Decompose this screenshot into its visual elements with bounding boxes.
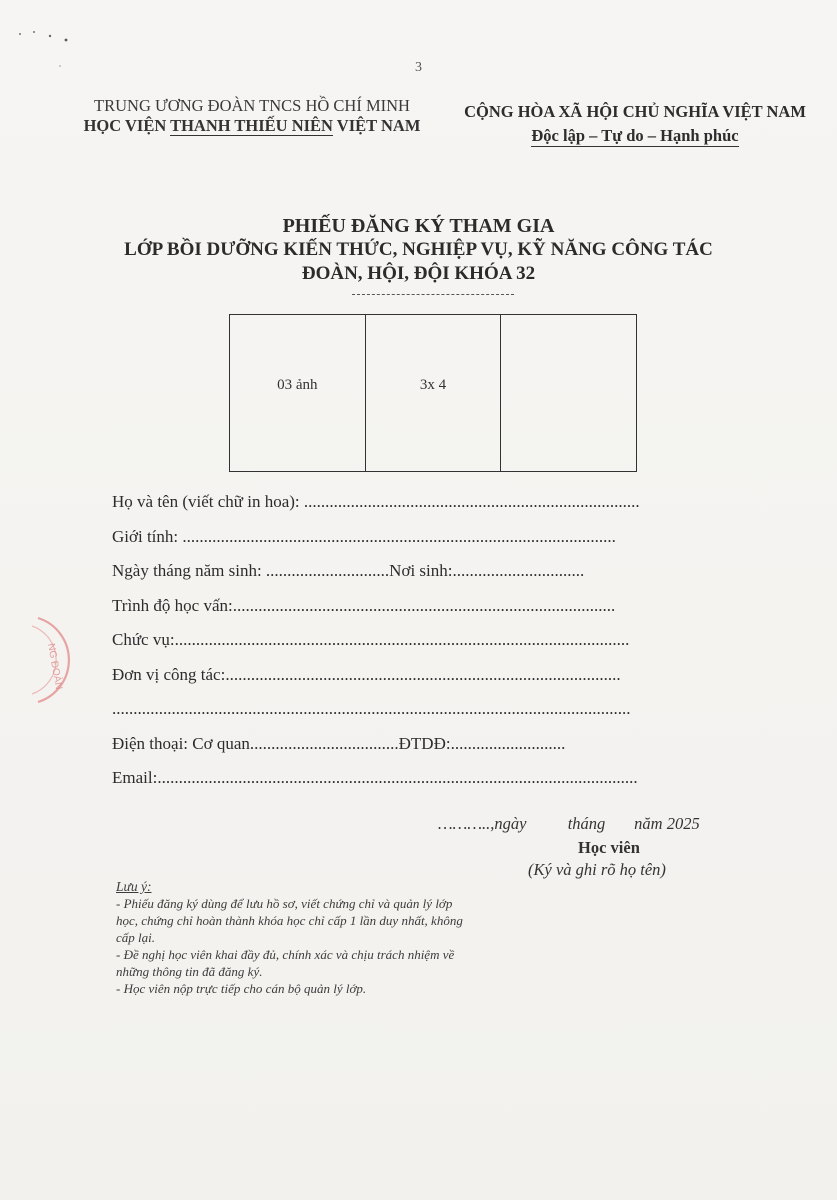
- field-workplace[interactable]: Đơn vị công tác:.............................................................................................: [112, 664, 621, 684]
- document-title: [0, 214, 837, 286]
- title-line2: LỚP BỒI DƯỠNG KIẾN THỨC, NGHIỆP VỤ, KỸ NĂNG CÔNG TÁC: [124, 239, 713, 260]
- org-name: [62, 116, 442, 136]
- org-name-part3: VIỆT NAM: [332, 116, 421, 135]
- field-email[interactable]: Email:.................................................................................................................: [112, 768, 638, 787]
- photo-cell-2: [365, 315, 501, 471]
- field-education[interactable]: Trình độ học vấn:..........................................................................................: [112, 595, 616, 615]
- org-name-part2: THANH THIẾU NIÊN: [170, 116, 333, 135]
- field-workplace-cont[interactable]: ..........................................................................................................................: [112, 699, 631, 718]
- signature-role: Học viên: [578, 838, 640, 857]
- field-full-name[interactable]: Họ và tên (viết chữ in hoa): ...............................................................................: [112, 492, 640, 511]
- photo-cell-1: [230, 315, 365, 471]
- field-phone[interactable]: [112, 727, 752, 762]
- title-line3: ĐOÀN, HỘI, ĐỘI KHÓA 32: [301, 263, 536, 284]
- field-mobile[interactable]: ĐTDĐ:...........................: [398, 733, 566, 753]
- field-position[interactable]: Chức vụ:...........................................................................................................: [112, 630, 630, 649]
- page-number: 3: [415, 60, 422, 75]
- country-name: CỘNG HÒA XÃ HỘI CHỦ NGHĨA VIỆT NAM: [464, 102, 806, 121]
- field-gender[interactable]: Giới tính: ......................................................................................................: [112, 526, 616, 546]
- photo-cell-1-text: 03 ảnh: [277, 377, 318, 393]
- scan-specks: [16, 26, 76, 86]
- issuing-organization: [62, 96, 442, 136]
- registration-form: [112, 485, 752, 796]
- note-item: - Phiếu đăng ký dùng để lưu hồ sơ, viết chứng chỉ và quản lý lớp học, chứng chỉ hoàn thành khóa học chỉ cấp 1 lần duy nhất, không cấp lại.: [116, 896, 463, 945]
- note-item: - Đề nghị học viên khai đầy đủ, chính xác và chịu trách nhiệm về những thông tin đã đăng ký.: [116, 947, 455, 979]
- signature-date: ………..,ngày tháng năm 2025: [438, 814, 700, 833]
- field-dob-birthplace[interactable]: [112, 554, 752, 589]
- red-stamp-fragment: [8, 612, 76, 708]
- field-birthplace[interactable]: Nơi sinh:...............................: [389, 561, 585, 580]
- field-phone-office[interactable]: Điện thoại: Cơ quan...................................: [112, 733, 399, 753]
- svg-text:NG ĐOÀN: NG ĐOÀN: [45, 642, 64, 691]
- photo-cell-2-text: 3x 4: [419, 377, 447, 393]
- org-parent: TRUNG ƯƠNG ĐOÀN TNCS HỒ CHÍ MINH: [94, 96, 410, 115]
- notes-title: Lưu ý:: [116, 879, 152, 894]
- signature-instruction: (Ký và ghi rõ họ tên): [528, 860, 666, 879]
- note-item: - Học viên nộp trực tiếp cho cán bộ quản lý lớp.: [116, 981, 367, 996]
- field-dob[interactable]: Ngày tháng năm sinh: .............................: [112, 561, 390, 580]
- photo-box: [229, 314, 637, 472]
- national-motto: [450, 100, 820, 148]
- photo-cell-3: [500, 315, 636, 471]
- title-divider: [352, 294, 514, 295]
- motto: Độc lập – Tự do – Hạnh phúc: [531, 126, 739, 145]
- notes-section: [116, 878, 466, 997]
- title-line1: PHIẾU ĐĂNG KÝ THAM GIA: [282, 215, 555, 237]
- org-name-part1: HỌC VIỆN: [83, 116, 171, 135]
